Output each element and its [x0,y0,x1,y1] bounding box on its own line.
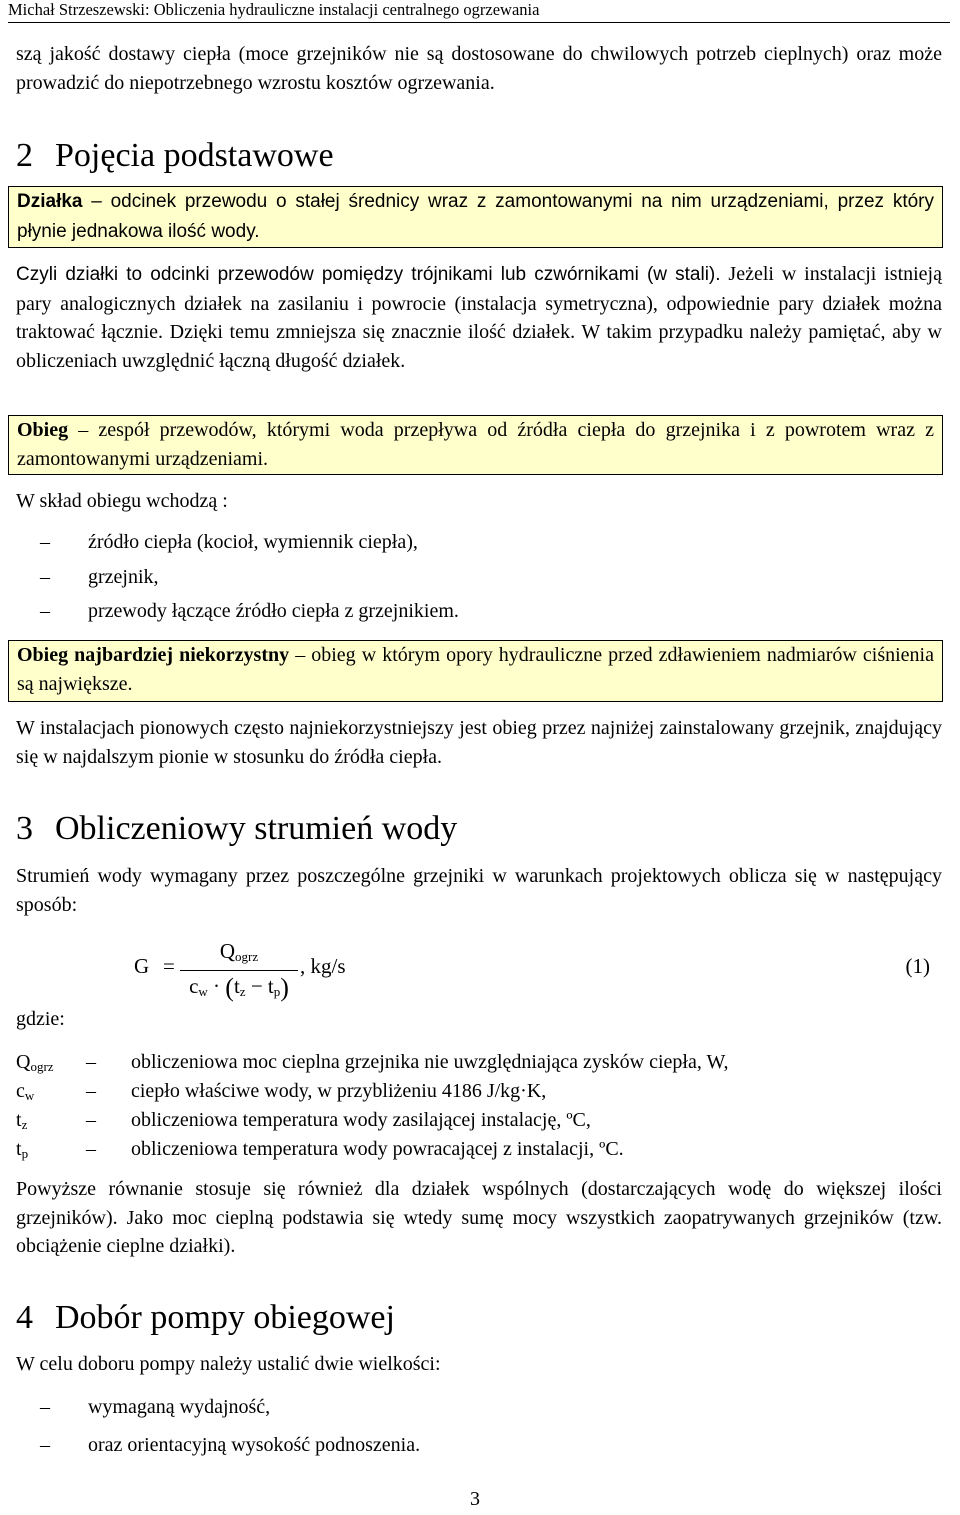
symbol: $c_w$ [16,1080,35,1103]
paragraph-powyzsze: Powyższe równanie stosuje się również dla działek wspólnych (dostarczających wodę do większej ilości grzejników). Jako moc cieplną podstawia się wtedy sumę mocy wszystkich zaopatrywanych grzejników (tzw. obciążenie cieplne działki). [16,1178,942,1257]
sklad-list [40,528,459,632]
definition-dzialka: – odcinek przewodu o stałej średnicy wraz z zamontowanymi na nim urządzeniami, przez który płynie jednakowa ilość wody. [17,191,934,242]
fraction-bar [180,970,298,971]
definition-dash: – [86,1138,96,1160]
section-4-paragraph: W celu doboru pompy należy ustalić dwie wielkości: [16,1353,441,1375]
definition-dash: – [86,1051,96,1073]
section-3-heading [16,809,457,849]
list-item-text: oraz orientacyjną wysokość podnoszenia. [88,1434,421,1456]
section-3-title: Obliczeniowy strumień wody [55,810,458,847]
definition-obieg-najbardziej: – obieg w którym opory hydrauliczne przed zdławieniem nadmiarów ciśnienia są największe. [17,644,934,695]
symbol: $t_z$ [16,1109,28,1132]
list-item [40,563,459,598]
section-2-heading [16,136,334,176]
pump-list [40,1393,420,1466]
definition-row [16,1135,729,1164]
sklad-intro: W skład obiegu wchodzą : [16,490,228,512]
symbol-definitions [16,1048,729,1164]
definition-text: obliczeniowa temperatura wody powracającej z instalacji, ºC. [131,1138,624,1160]
list-item [40,597,459,632]
dash-bullet: – [40,1434,50,1456]
term-dzialka: Działka [17,191,83,212]
definition-text: ciepło właściwe wody, w przybliżeniu 4186 J/kg·K, [131,1080,547,1102]
equation-lhs: G [134,954,150,978]
definition-box-dzialka [8,186,943,248]
symbol: $Q_{ogrz}$ [16,1051,54,1074]
running-header: Michał Strzeszewski: Obliczenia hydrauliczne instalacji centralnego ogrzewania [8,0,950,23]
equation-1 [130,935,940,1015]
definition-row [16,1048,729,1077]
definition-dash: – [86,1080,96,1102]
definition-row [16,1106,729,1135]
list-item [40,528,459,563]
paragraph-czyli-sans: Czyli działki to odcinki przewodów pomiędzy trójnikami lub czwórnikami (w stali). [16,264,721,285]
list-item-text: grzejnik, [88,565,159,588]
gdzie-label: gdzie: [16,1008,65,1030]
equation-number: (1) [905,954,930,978]
list-item-text: wymaganą wydajność, [88,1396,271,1418]
definition-box-obieg [8,415,943,475]
term-obieg-najbardziej: Obieg najbardziej niekorzystny [17,644,290,666]
list-item-text: źródło ciepła (kocioł, wymiennik ciepła), [88,531,418,553]
definition-box-najbardziej [8,640,943,702]
page-number: 3 [470,1488,480,1510]
list-item [40,1431,420,1466]
dash-bullet: – [40,600,50,622]
definition-dash: – [86,1109,96,1131]
term-obieg: Obieg [17,419,69,441]
definition-text: obliczeniowa moc cieplna grzejnika nie uwzględniająca zysków ciepła, W, [131,1051,729,1073]
definition-text: obliczeniowa temperatura wody zasilającej instalację, ºC, [131,1109,591,1131]
equation-unit: , kg/s [300,954,346,978]
list-item [40,1393,420,1431]
section-2-number: 2 [16,137,33,174]
paragraph-pionowe: W instalacjach pionowych często najniekorzystniejszy jest obieg przez najniżej zainstalowany grzejnik, znajdujący się w najdalszym pionie w stosunku do źródła ciepła. [16,717,942,768]
equation-equals: = [163,954,175,978]
section-4-number: 4 [16,1299,33,1336]
section-3-number: 3 [16,810,33,847]
section-4-title: Dobór pompy obiegowej [55,1299,395,1336]
list-item-text: przewody łączące źródło ciepła z grzejnikiem. [88,600,459,622]
section-4-heading [16,1298,395,1338]
section-2-title: Pojęcia podstawowe [55,137,334,174]
symbol: $t_p$ [16,1138,29,1161]
intro-paragraph: szą jakość dostawy ciepła (moce grzejników nie są dostosowane do chwilowych potrzeb cieplnych) oraz może prowadzić do niepotrzebnego wzrostu kosztów ogrzewania. [16,43,942,94]
definition-row [16,1077,729,1106]
equation-denominator: $c_w \cdot (t_z - t_p)$ [189,973,289,1002]
equation-numerator: $Q_{ogrz}$ [219,939,259,964]
paragraph-czyli-text: Jeżeli w instalacji istnieją pary analogicznych działek na zasilaniu i powrocie (instalacja symetryczna), odpowiednie pary działek można traktować łącznie. Dzięki temu zmniejsza się znacznie ilość działek. W takim przypadku należy pamiętać, aby w obliczeniach uwzględnić łączną długość działek. [16,263,942,372]
paragraph-czyli [16,260,942,375]
dash-bullet: – [40,565,50,588]
section-3-paragraph: Strumień wody wymagany przez poszczególne grzejniki w warunkach projektowych oblicza się w następujący sposób: [16,865,942,916]
definition-obieg: – zespół przewodów, którymi woda przepływa od źródła ciepła do grzejnika i z powrotem wraz z zamontowanymi urządzeniami. [17,419,934,470]
dash-bullet: – [40,1396,50,1418]
dash-bullet: – [40,531,50,553]
